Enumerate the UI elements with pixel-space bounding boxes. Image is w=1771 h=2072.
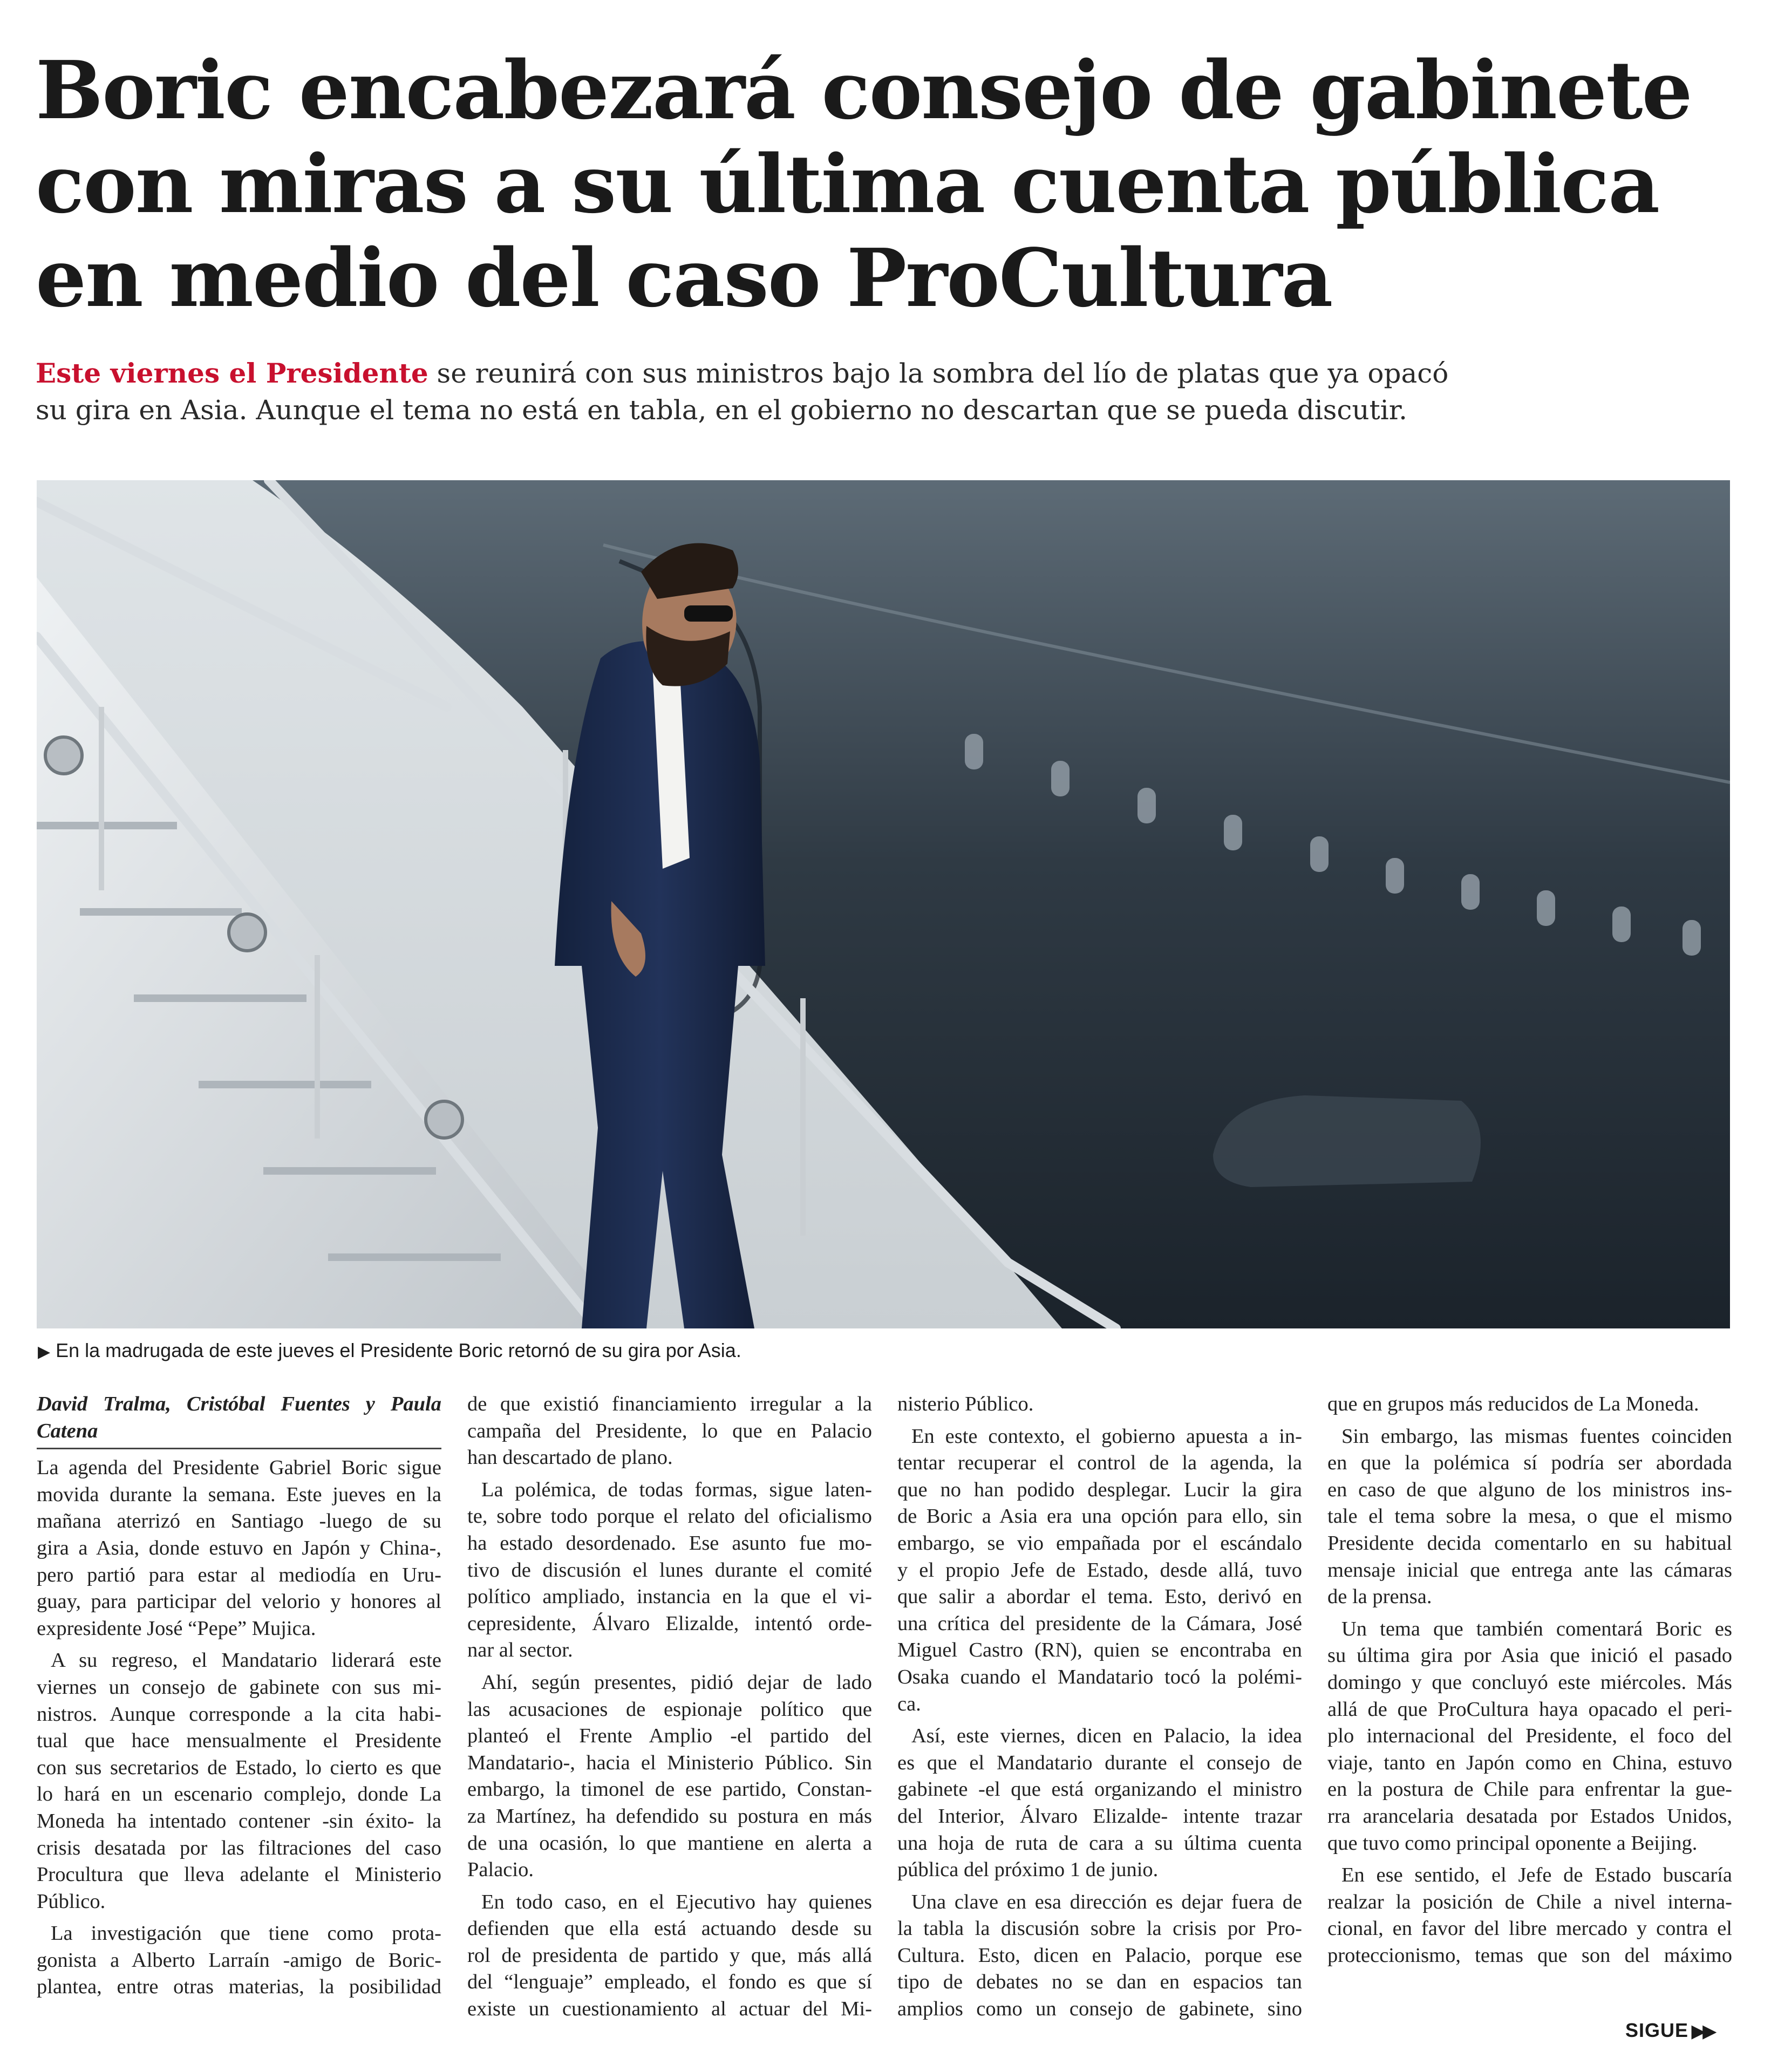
article-text-line: de la prensa. (1327, 1585, 1432, 1608)
article-text-line: gabinete -el que está organizando el ministro (897, 1778, 1302, 1801)
double-arrow-icon: ▶▶ (1692, 2021, 1714, 2041)
article-text-line: crisis desatada por las filtraciones del caso (37, 1836, 441, 1859)
paragraph-gap (467, 1664, 872, 1669)
article-text-line: Palacio. (467, 1858, 534, 1882)
article-text-line: Una clave en esa dirección es dejar fuera de (911, 1890, 1302, 1913)
article-text-line: proteccionismo, temas que son del máximo (1327, 1944, 1732, 1967)
byline-line: David Tralma, Cristóbal Fuentes y Paula (37, 1393, 441, 1415)
article-text-line: tual que hace mensualmente el Presidente (37, 1729, 441, 1753)
article-text-line: es que el Mandatario durante el consejo de (897, 1751, 1302, 1774)
article-text-line: plo internacional del Presidente, el foco del (1327, 1725, 1732, 1748)
article-text-line: en la postura de Chile para enfrentar la gue- (1327, 1778, 1732, 1801)
article-text-line: Cultura. Esto, dicen en Palacio, porque ese (897, 1944, 1302, 1967)
article-text-line: A su regreso, el Mandatario liderará este (51, 1649, 441, 1672)
lead-paragraph (36, 355, 1708, 428)
article-text-line: nistros. Aunque corresponde a la cita habi- (37, 1702, 441, 1726)
article-text-line: que tuvo como principal oponente a Beijing. (1327, 1831, 1698, 1855)
lead-text: se reunirá con sus ministros bajo la sombra del lío de platas que ya opacó (428, 358, 1449, 389)
article-text-line: nar al sector. (467, 1639, 573, 1662)
article-text-line: za Martínez, ha defendido su postura en más (467, 1804, 872, 1828)
paragraph-gap (1327, 1857, 1732, 1862)
article-text-line: ha estado desordenado. Ese asunto fue mo- (467, 1531, 872, 1555)
article-text-line: En ese sentido, el Jefe de Estado buscaría (1341, 1864, 1732, 1887)
article-text-line: Ahí, según presentes, pidió dejar de lado (481, 1671, 872, 1694)
lead-line (36, 355, 1708, 392)
article-text-line: tale el tema sobre la mesa, o que el mismo (1327, 1505, 1732, 1528)
paragraph-gap (897, 1884, 1302, 1889)
article-text-line: En este contexto, el gobierno apuesta a in- (911, 1424, 1302, 1448)
sigue-label: SIGUE (1625, 2019, 1689, 2041)
article-text-line: viaje, tanto en Japón como en China, estuvo (1327, 1751, 1732, 1774)
article-text-line: que no han podido desplegar. Lucir la gira (897, 1478, 1302, 1501)
article-text-line: en que la polémica sí podría ser abordada (1327, 1451, 1732, 1475)
article-text-line: Sin embargo, las mismas fuentes coinciden (1341, 1424, 1732, 1448)
article-text-line: existe un cuestionamiento al actuar del Mi- (467, 1998, 872, 2021)
article-text-line: rra arancelaria desatada por Estados Unidos, (1327, 1804, 1732, 1828)
byline-line: Catena (37, 1419, 98, 1442)
article-text-line: Un tema que también comentará Boric es (1341, 1617, 1732, 1640)
article-text-line: tentar recuperar el control de la agenda, la (897, 1451, 1302, 1475)
paragraph-gap (897, 1717, 1302, 1723)
article-text-line: de Boric a Asia era una opción para ello, sin (897, 1505, 1302, 1528)
article-text-line: planteó el Frente Amplio -el partido del (467, 1725, 872, 1748)
paragraph-gap (467, 1471, 872, 1477)
news-photo (37, 480, 1730, 1328)
article-text-line: del “lenguaje” empleado, el fondo es que sí (467, 1971, 872, 1994)
column-body (897, 1391, 1302, 2023)
paragraph-gap (1327, 1418, 1732, 1423)
paragraph-gap (897, 1418, 1302, 1423)
article-column-1 (37, 1391, 441, 2001)
article-text-line: movida durante la semana. Este jueves en la (37, 1483, 441, 1506)
article-text-line: han descartado de plano. (467, 1446, 673, 1469)
article-text-line: embargo, se vio empañada por el escándalo (897, 1531, 1302, 1555)
article-text-line: La investigación que tiene como prota- (51, 1922, 441, 1945)
article-text-line: gonista a Alberto Larraín -amigo de Boric- (37, 1948, 441, 1972)
article-text-line: ca. (897, 1692, 921, 1715)
article-text-line: nisterio Público. (897, 1393, 1034, 1415)
article-text-line: te, sobre todo porque el relato del oficialismo (467, 1505, 872, 1528)
byline-divider (37, 1448, 441, 1449)
article-text-line: expresidente José “Pepe” Mujica. (37, 1617, 316, 1640)
headline-line: en medio del caso ProCultura (36, 231, 1332, 325)
article-text-line: político ampliado, instancia en la que el vi- (467, 1585, 872, 1608)
article-text-line: la tabla la discusión sobre la crisis por Pro- (897, 1917, 1302, 1940)
article-text-line: domingo y que concluyó este miércoles. Más (1327, 1671, 1732, 1694)
lead-kicker: Este viernes el Presidente (36, 357, 428, 389)
article-text-line: del Interior, Álvaro Elizalde- intente trazar (897, 1804, 1302, 1828)
article-column-2 (467, 1391, 872, 2023)
article-text-line: una crítica del presidente de la Cámara, José (897, 1612, 1302, 1635)
photo-caption (38, 1338, 1711, 1365)
article-text-line: pública del próximo 1 de junio. (897, 1858, 1159, 1882)
article-text-line: Público. (37, 1890, 106, 1913)
article-text-line: guay, para participar del velorio y honores al (37, 1590, 441, 1613)
article-text-line: Osaka cuando el Mandatario tocó la polémi- (897, 1665, 1302, 1688)
article-text-line: viernes un consejo de gabinete con sus mi- (37, 1675, 441, 1699)
paragraph-gap (1327, 1611, 1732, 1616)
article-text-line: Así, este viernes, dicen en Palacio, la idea (911, 1725, 1302, 1748)
article-text-line: tipo de debates no se dan en espacios tan (897, 1971, 1302, 1994)
column-body (37, 1455, 441, 2001)
article-text-line: plantea, entre otras materias, la posibilidad (37, 1975, 441, 1999)
column-body (1327, 1391, 1732, 1969)
article-text-line: que en grupos más reducidos de La Moneda. (1327, 1393, 1699, 1415)
article-text-line: defienden que ella está actuando desde su (467, 1917, 872, 1940)
column-body (467, 1391, 872, 2023)
article-text-line: allá de que ProCultura haya opacado el peri- (1327, 1698, 1732, 1721)
paragraph-gap (37, 1642, 441, 1647)
article-text-line: realzar la posición de Chile a nivel interna- (1327, 1890, 1732, 1913)
article-text-line: cional, en favor del libre mercado y contra el (1327, 1917, 1732, 1940)
paragraph-gap (37, 1915, 441, 1920)
article-text-line: La polémica, de todas formas, sigue laten- (481, 1478, 872, 1501)
article-text-line: tivo de discusión el lunes durante el comité (467, 1558, 872, 1582)
article-text-line: amplios como un consejo de gabinete, sino (897, 1998, 1302, 2021)
article-text-line: pero partió para estar al mediodía en Uru- (37, 1563, 441, 1586)
article-text-line: su última gira por Asia que inició el pasado (1327, 1644, 1732, 1667)
article-column-3 (897, 1391, 1302, 2023)
paragraph-gap (467, 1884, 872, 1889)
headline-line: Boric encabezará consejo de gabinete (36, 43, 1692, 137)
article-text-line: de una ocasión, lo que mantiene en alerta a (467, 1831, 872, 1855)
article-text-line: de que existió financiamiento irregular a la (467, 1393, 872, 1415)
continue-indicator (1625, 2019, 1714, 2042)
article-text-line: con sus secretarios de Estado, lo cierto es que (37, 1756, 441, 1779)
play-triangle-icon: ▶ (38, 1343, 51, 1361)
article-text-line: mañana aterrizó en Santiago -luego de su (37, 1510, 441, 1533)
article-text-line: La agenda del Presidente Gabriel Boric sigue (37, 1456, 441, 1480)
article-text-line: que salir a abordar el tema. Esto, derivó en (897, 1585, 1302, 1608)
article-text-line: en caso de que alguno de los ministros ins- (1327, 1478, 1732, 1501)
article-text-line: una hoja de ruta de cara a su última cuenta (897, 1831, 1302, 1855)
lead-line: su gira en Asia. Aunque el tema no está en tabla, en el gobierno no descartan que se pueda discutir. (36, 394, 1408, 426)
article-column-4 (1327, 1391, 1732, 1969)
headline-line: con miras a su última cuenta pública (36, 137, 1659, 231)
caption-text: En la madrugada de este jueves el Presidente Boric retornó de su gira por Asia. (56, 1339, 741, 1361)
article-text-line: embargo, la timonel de ese partido, Constan- (467, 1778, 872, 1801)
article-text-line: y el propio Jefe de Estado, desde allá, tuvo (897, 1558, 1302, 1582)
article-text-line: mensaje inicial que entrega ante las cámaras (1327, 1558, 1732, 1582)
article-text-line: Presidente decida comentarlo en su habitual (1327, 1531, 1732, 1555)
article-text-line: En todo caso, en el Ejecutivo hay quienes (481, 1890, 872, 1913)
article-text-line: rol de presidenta de partido y que, más allá (467, 1944, 872, 1967)
article-text-line: Miguel Castro (RN), quien se encontraba en (897, 1639, 1302, 1662)
article-text-line: las acusaciones de espionaje político que (467, 1698, 872, 1721)
article-text-line: Mandatario-, hacia el Ministerio Público. Sin (467, 1751, 872, 1774)
article-text-line: Procultura que lleva adelante el Ministerio (37, 1863, 441, 1886)
headline (36, 43, 1708, 325)
article-text-line: gira a Asia, donde estuvo en Japón y China-, (37, 1536, 441, 1559)
article-text-line: campaña del Presidente, lo que en Palacio (467, 1419, 872, 1442)
article-text-line: lo hará en un escenario complejo, donde La (37, 1783, 441, 1806)
article-text-line: Moneda ha intentado contener -sin éxito- la (37, 1809, 441, 1832)
article-text-line: cepresidente, Álvaro Elizalde, intentó orde- (467, 1612, 872, 1635)
